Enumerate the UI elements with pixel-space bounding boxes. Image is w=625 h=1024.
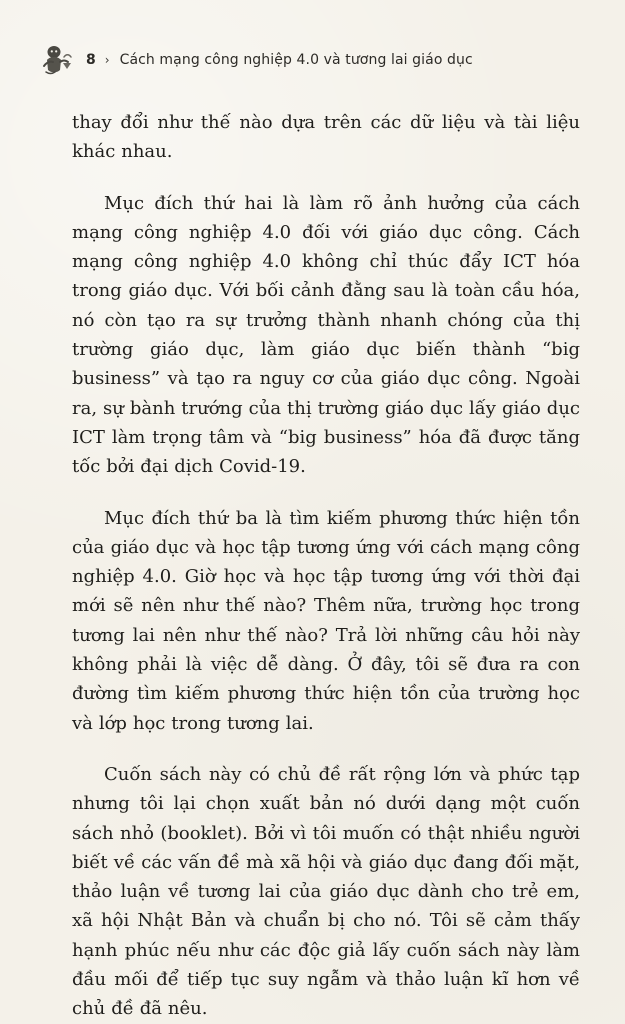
book-mascot-icon: [36, 42, 76, 78]
page-header: [36, 40, 585, 80]
running-title: Cách mạng công nghiệp 4.0 và tương lai giáo dục: [119, 52, 473, 68]
page-number: 8: [86, 52, 96, 68]
paragraph-third-purpose: Mục đích thứ ba là tìm kiếm phương thức hiện tồn của giáo dục và học tập tương ứng với cách mạng công nghiệp 4.0. Giờ học và học tập tương ứng với thời đại mới sẽ nên như thế nào? Thêm nữa, trường học trong tương lai nên như thế nào? Trả lời những câu hỏi này không phải là việc dễ dàng. Ở đây, tôi sẽ đưa ra con đường tìm kiếm phương thức hiện tồn của trường học và lớp học trong tương lai.: [72, 507, 580, 734]
paragraph-continuation: thay đổi như thế nào dựa trên các dữ liệu và tài liệu khác nhau.: [72, 112, 580, 163]
paragraph-book-intent: Cuốn sách này có chủ đề rất rộng lớn và phức tạp nhưng tôi lại chọn xuất bản nó dưới dạng một cuốn sách nhỏ (booklet). Bởi vì tôi muốn có thật nhiều người biết về các vấn đề mà xã hội và giáo dục đang đối mặt, thảo luận về tương lai của giáo dục dành cho trẻ em, xã hội Nhật Bản và chuẩn bị cho nó. Tôi sẽ cảm thấy hạnh phúc nếu như các độc giả lấy cuốn sách này làm đầu mối để tiếp tục suy ngẫm và thảo luận kĩ hơn về chủ đề đã nêu.: [72, 763, 580, 1020]
paragraph-second-purpose: Mục đích thứ hai là làm rõ ảnh hưởng của cách mạng công nghiệp 4.0 đối với giáo dục công. Cách mạng công nghiệp 4.0 không chỉ thúc đẩy ICT hóa trong giáo dục. Với bối cảnh đằng sau là toàn cầu hóa, nó còn tạo ra sự trưởng thành nhanh chóng của thị trường giáo dục, làm giáo dục biến thành “big business” và tạo ra nguy cơ của giáo dục công. Ngoài ra, sự bành trướng của thị trường giáo dục lấy giáo dục ICT làm trọng tâm và “big business” hóa đã được tăng tốc bởi đại dịch Covid-19.: [72, 192, 580, 478]
header-separator: ›: [104, 53, 110, 67]
body-text: [72, 108, 580, 1024]
